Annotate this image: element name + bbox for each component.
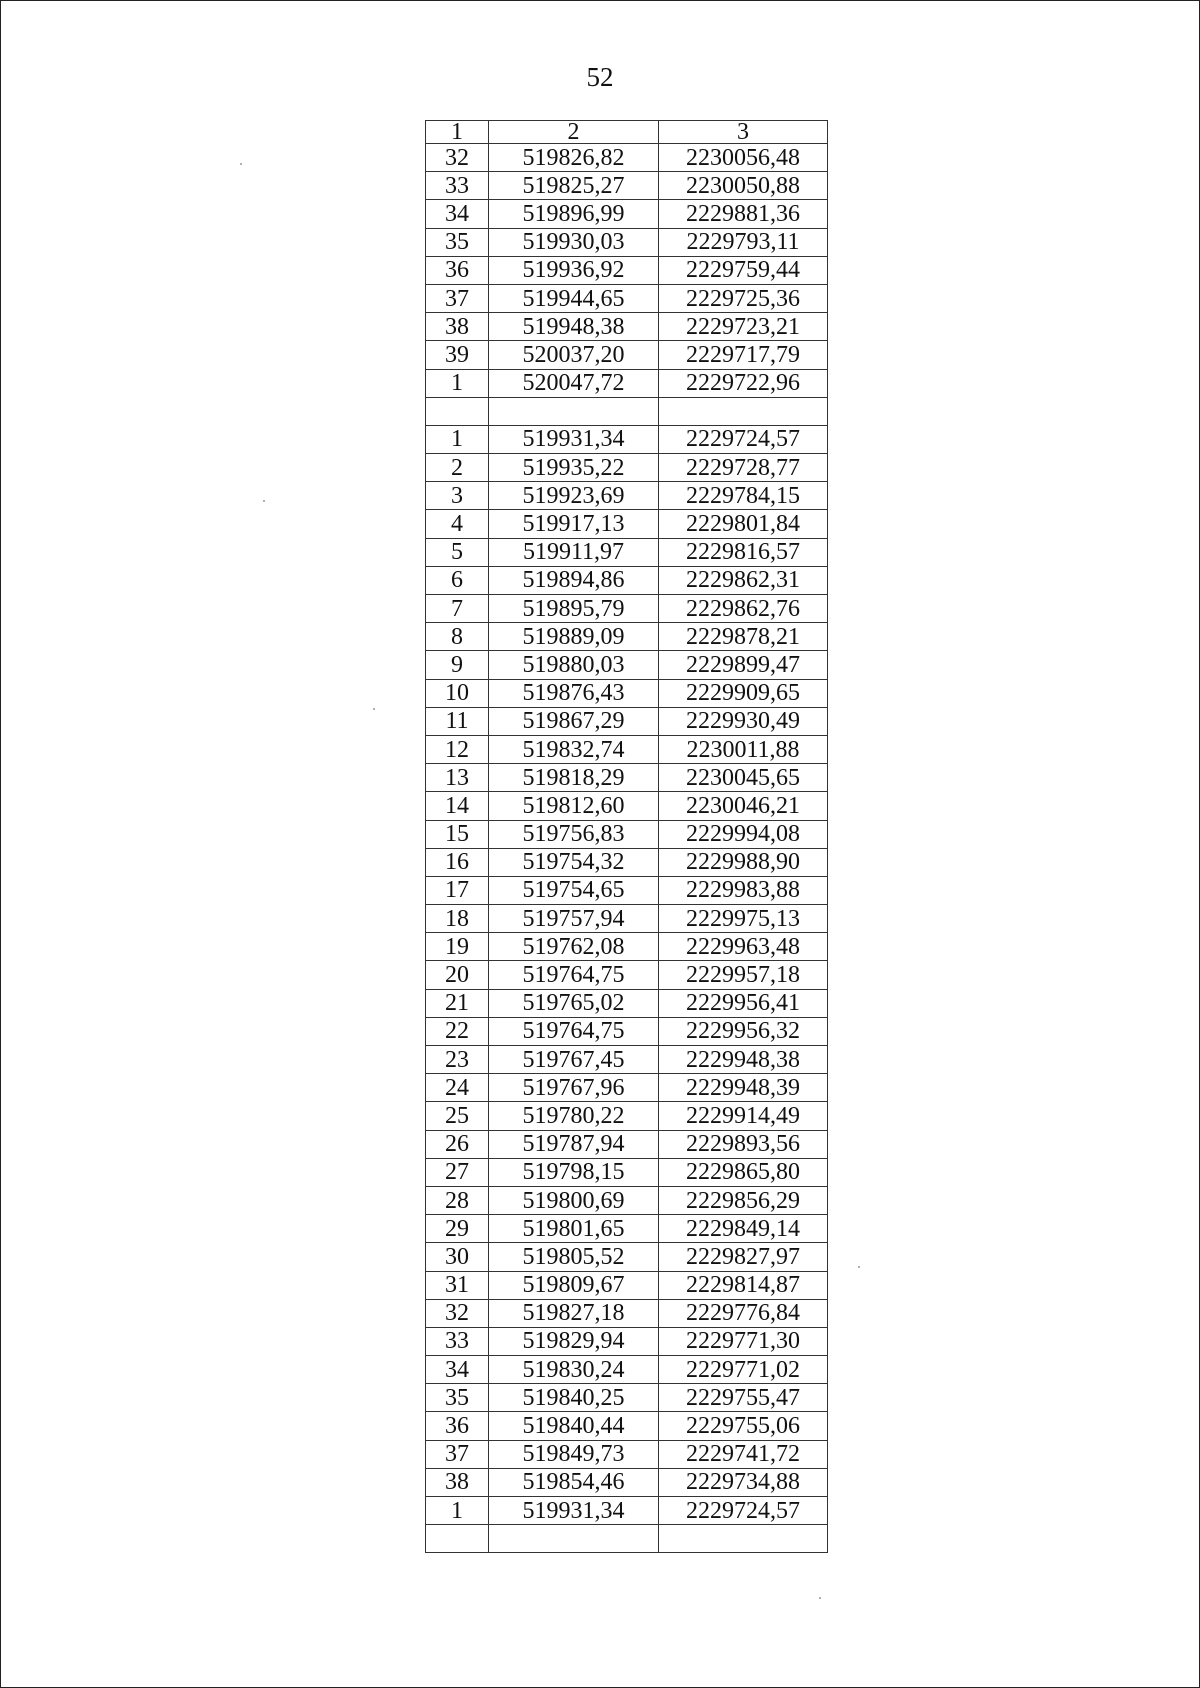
x-coordinate-cell: [489, 397, 659, 425]
y-coordinate-cell: 2229723,21: [659, 313, 828, 341]
y-coordinate-cell: 2229724,57: [659, 1497, 828, 1525]
table-row: [426, 369, 828, 397]
table-row: [426, 397, 828, 425]
point-number-cell: 7: [426, 595, 489, 623]
y-coordinate-cell: 2229963,48: [659, 933, 828, 961]
table-row: [426, 454, 828, 482]
point-number-cell: 20: [426, 961, 489, 989]
x-coordinate-cell: 519931,34: [489, 425, 659, 453]
table-row: [426, 1158, 828, 1186]
table-row: [426, 1327, 828, 1355]
y-coordinate-cell: 2229975,13: [659, 905, 828, 933]
x-coordinate-cell: 519767,45: [489, 1046, 659, 1074]
y-coordinate-cell: 2229801,84: [659, 510, 828, 538]
table-row: [426, 1243, 828, 1271]
x-coordinate-cell: 519923,69: [489, 482, 659, 510]
table-row: [426, 1074, 828, 1102]
x-coordinate-cell: 519787,94: [489, 1130, 659, 1158]
point-number-cell: [426, 397, 489, 425]
table-row: [426, 1271, 828, 1299]
y-coordinate-cell: 2229755,06: [659, 1412, 828, 1440]
x-coordinate-cell: 519840,25: [489, 1384, 659, 1412]
table-row: [426, 228, 828, 256]
x-coordinate-cell: 519880,03: [489, 651, 659, 679]
table-row: [426, 623, 828, 651]
table-row: [426, 144, 828, 172]
x-coordinate-cell: 519867,29: [489, 707, 659, 735]
y-coordinate-cell: 2229849,14: [659, 1215, 828, 1243]
point-number-cell: 1: [426, 1497, 489, 1525]
point-number-cell: 22: [426, 1017, 489, 1045]
table-header-row: [426, 121, 828, 144]
y-coordinate-cell: 2229776,84: [659, 1299, 828, 1327]
point-number-cell: 24: [426, 1074, 489, 1102]
table-row: [426, 1102, 828, 1130]
coordinates-table-body: [426, 121, 828, 1553]
table-row: [426, 764, 828, 792]
scan-speck: [373, 708, 375, 710]
point-number-cell: 6: [426, 566, 489, 594]
table-row: [426, 284, 828, 312]
table-row: [426, 1356, 828, 1384]
y-coordinate-cell: 2229914,49: [659, 1102, 828, 1130]
point-number-cell: 38: [426, 1468, 489, 1496]
point-number-cell: 35: [426, 228, 489, 256]
table-row: [426, 820, 828, 848]
x-coordinate-cell: 519917,13: [489, 510, 659, 538]
point-number-cell: 2: [426, 454, 489, 482]
point-number-cell: 18: [426, 905, 489, 933]
table-row: [426, 961, 828, 989]
y-coordinate-cell: 2229862,31: [659, 566, 828, 594]
y-coordinate-cell: 2229827,97: [659, 1243, 828, 1271]
table-row: [426, 566, 828, 594]
point-number-cell: 12: [426, 735, 489, 763]
table-row: [426, 1130, 828, 1158]
point-number-cell: 8: [426, 623, 489, 651]
table-row: [426, 707, 828, 735]
y-coordinate-cell: 2229734,88: [659, 1468, 828, 1496]
point-number-cell: 39: [426, 341, 489, 369]
table-row: [426, 1412, 828, 1440]
x-coordinate-cell: 519780,22: [489, 1102, 659, 1130]
x-coordinate-cell: 519936,92: [489, 256, 659, 284]
y-coordinate-cell: 2229722,96: [659, 369, 828, 397]
point-number-cell: 35: [426, 1384, 489, 1412]
table-row: [426, 510, 828, 538]
point-number-cell: 36: [426, 1412, 489, 1440]
x-coordinate-cell: 519935,22: [489, 454, 659, 482]
point-number-cell: 26: [426, 1130, 489, 1158]
table-row: [426, 313, 828, 341]
table-row: [426, 425, 828, 453]
x-coordinate-cell: 519895,79: [489, 595, 659, 623]
point-number-cell: 32: [426, 144, 489, 172]
point-number-cell: 30: [426, 1243, 489, 1271]
table-row: [426, 538, 828, 566]
table-row: [426, 735, 828, 763]
scan-speck: [240, 163, 242, 165]
x-coordinate-cell: 519948,38: [489, 313, 659, 341]
x-coordinate-cell: 519764,75: [489, 1017, 659, 1045]
y-coordinate-cell: 2229881,36: [659, 200, 828, 228]
y-coordinate-cell: 2229771,02: [659, 1356, 828, 1384]
point-number-cell: 11: [426, 707, 489, 735]
point-number-cell: 14: [426, 792, 489, 820]
point-number-cell: 19: [426, 933, 489, 961]
y-coordinate-cell: 2229717,79: [659, 341, 828, 369]
table-row: [426, 905, 828, 933]
y-coordinate-cell: 2230045,65: [659, 764, 828, 792]
table-row: [426, 989, 828, 1017]
y-coordinate-cell: 2229725,36: [659, 284, 828, 312]
y-coordinate-cell: 2230056,48: [659, 144, 828, 172]
y-coordinate-cell: 2229741,72: [659, 1440, 828, 1468]
table-row: [426, 200, 828, 228]
point-number-cell: 33: [426, 1327, 489, 1355]
y-coordinate-cell: 2229957,18: [659, 961, 828, 989]
point-number-cell: 10: [426, 679, 489, 707]
point-number-cell: 15: [426, 820, 489, 848]
x-coordinate-cell: 519764,75: [489, 961, 659, 989]
point-number-cell: 31: [426, 1271, 489, 1299]
coordinates-table: [425, 120, 828, 1553]
x-coordinate-cell: 519754,65: [489, 876, 659, 904]
x-coordinate-cell: 519825,27: [489, 172, 659, 200]
y-coordinate-cell: 2230046,21: [659, 792, 828, 820]
table-row: [426, 1017, 828, 1045]
x-coordinate-cell: 519854,46: [489, 1468, 659, 1496]
y-coordinate-cell: 2229865,80: [659, 1158, 828, 1186]
x-coordinate-cell: 519767,96: [489, 1074, 659, 1102]
y-coordinate-cell: 2229784,15: [659, 482, 828, 510]
header-cell-x: 2: [489, 121, 659, 144]
x-coordinate-cell: 519757,94: [489, 905, 659, 933]
y-coordinate-cell: 2230050,88: [659, 172, 828, 200]
table-row: [426, 1440, 828, 1468]
scan-speck: [858, 1266, 860, 1268]
x-coordinate-cell: 519827,18: [489, 1299, 659, 1327]
table-row: [426, 172, 828, 200]
point-number-cell: 13: [426, 764, 489, 792]
y-coordinate-cell: 2229862,76: [659, 595, 828, 623]
x-coordinate-cell: 519944,65: [489, 284, 659, 312]
x-coordinate-cell: 519832,74: [489, 735, 659, 763]
y-coordinate-cell: 2229948,39: [659, 1074, 828, 1102]
y-coordinate-cell: 2229759,44: [659, 256, 828, 284]
table-row: [426, 792, 828, 820]
x-coordinate-cell: [489, 1525, 659, 1553]
point-number-cell: 16: [426, 848, 489, 876]
y-coordinate-cell: 2229909,65: [659, 679, 828, 707]
point-number-cell: 21: [426, 989, 489, 1017]
point-number-cell: 27: [426, 1158, 489, 1186]
point-number-cell: 28: [426, 1186, 489, 1214]
y-coordinate-cell: 2229814,87: [659, 1271, 828, 1299]
x-coordinate-cell: 519801,65: [489, 1215, 659, 1243]
x-coordinate-cell: 519756,83: [489, 820, 659, 848]
y-coordinate-cell: 2229878,21: [659, 623, 828, 651]
point-number-cell: 9: [426, 651, 489, 679]
table-row: [426, 876, 828, 904]
y-coordinate-cell: 2229983,88: [659, 876, 828, 904]
x-coordinate-cell: 519840,44: [489, 1412, 659, 1440]
y-coordinate-cell: 2229793,11: [659, 228, 828, 256]
point-number-cell: 17: [426, 876, 489, 904]
point-number-cell: 32: [426, 1299, 489, 1327]
point-number-cell: 37: [426, 284, 489, 312]
table-row: [426, 933, 828, 961]
point-number-cell: 29: [426, 1215, 489, 1243]
x-coordinate-cell: 519812,60: [489, 792, 659, 820]
point-number-cell: 34: [426, 1356, 489, 1384]
x-coordinate-cell: 519800,69: [489, 1186, 659, 1214]
page-number: 52: [586, 62, 614, 92]
table-row: [426, 482, 828, 510]
y-coordinate-cell: 2229948,38: [659, 1046, 828, 1074]
table-row: [426, 679, 828, 707]
y-coordinate-cell: 2229771,30: [659, 1327, 828, 1355]
point-number-cell: 3: [426, 482, 489, 510]
y-coordinate-cell: 2229988,90: [659, 848, 828, 876]
y-coordinate-cell: 2229930,49: [659, 707, 828, 735]
x-coordinate-cell: 519805,52: [489, 1243, 659, 1271]
x-coordinate-cell: 519809,67: [489, 1271, 659, 1299]
table-row: [426, 256, 828, 284]
x-coordinate-cell: 519818,29: [489, 764, 659, 792]
x-coordinate-cell: 519826,82: [489, 144, 659, 172]
point-number-cell: 33: [426, 172, 489, 200]
y-coordinate-cell: 2229893,56: [659, 1130, 828, 1158]
y-coordinate-cell: 2230011,88: [659, 735, 828, 763]
y-coordinate-cell: 2229956,41: [659, 989, 828, 1017]
x-coordinate-cell: 519765,02: [489, 989, 659, 1017]
point-number-cell: 1: [426, 369, 489, 397]
x-coordinate-cell: 519896,99: [489, 200, 659, 228]
table-row: [426, 1384, 828, 1412]
x-coordinate-cell: 519889,09: [489, 623, 659, 651]
table-row: [426, 1525, 828, 1553]
table-row: [426, 1468, 828, 1496]
point-number-cell: 5: [426, 538, 489, 566]
point-number-cell: [426, 1525, 489, 1553]
y-coordinate-cell: 2229899,47: [659, 651, 828, 679]
scan-speck: [819, 1597, 821, 1599]
y-coordinate-cell: [659, 1525, 828, 1553]
x-coordinate-cell: 519911,97: [489, 538, 659, 566]
x-coordinate-cell: 519830,24: [489, 1356, 659, 1384]
point-number-cell: 25: [426, 1102, 489, 1130]
scan-speck: [263, 500, 265, 502]
x-coordinate-cell: 519849,73: [489, 1440, 659, 1468]
table-row: [426, 1497, 828, 1525]
y-coordinate-cell: 2229728,77: [659, 454, 828, 482]
x-coordinate-cell: 519876,43: [489, 679, 659, 707]
point-number-cell: 1: [426, 425, 489, 453]
point-number-cell: 34: [426, 200, 489, 228]
y-coordinate-cell: 2229724,57: [659, 425, 828, 453]
x-coordinate-cell: 520037,20: [489, 341, 659, 369]
point-number-cell: 37: [426, 1440, 489, 1468]
y-coordinate-cell: 2229856,29: [659, 1186, 828, 1214]
x-coordinate-cell: 519931,34: [489, 1497, 659, 1525]
table-row: [426, 595, 828, 623]
table-row: [426, 1046, 828, 1074]
table-row: [426, 651, 828, 679]
header-cell-y: 3: [659, 121, 828, 144]
header-cell-point: 1: [426, 121, 489, 144]
point-number-cell: 23: [426, 1046, 489, 1074]
x-coordinate-cell: 519894,86: [489, 566, 659, 594]
y-coordinate-cell: 2229816,57: [659, 538, 828, 566]
point-number-cell: 38: [426, 313, 489, 341]
x-coordinate-cell: 519754,32: [489, 848, 659, 876]
table-row: [426, 1186, 828, 1214]
x-coordinate-cell: 519829,94: [489, 1327, 659, 1355]
point-number-cell: 36: [426, 256, 489, 284]
x-coordinate-cell: 520047,72: [489, 369, 659, 397]
table-row: [426, 1215, 828, 1243]
y-coordinate-cell: 2229956,32: [659, 1017, 828, 1045]
table-row: [426, 848, 828, 876]
table-row: [426, 341, 828, 369]
y-coordinate-cell: 2229755,47: [659, 1384, 828, 1412]
table-row: [426, 1299, 828, 1327]
x-coordinate-cell: 519762,08: [489, 933, 659, 961]
x-coordinate-cell: 519798,15: [489, 1158, 659, 1186]
point-number-cell: 4: [426, 510, 489, 538]
x-coordinate-cell: 519930,03: [489, 228, 659, 256]
y-coordinate-cell: 2229994,08: [659, 820, 828, 848]
y-coordinate-cell: [659, 397, 828, 425]
